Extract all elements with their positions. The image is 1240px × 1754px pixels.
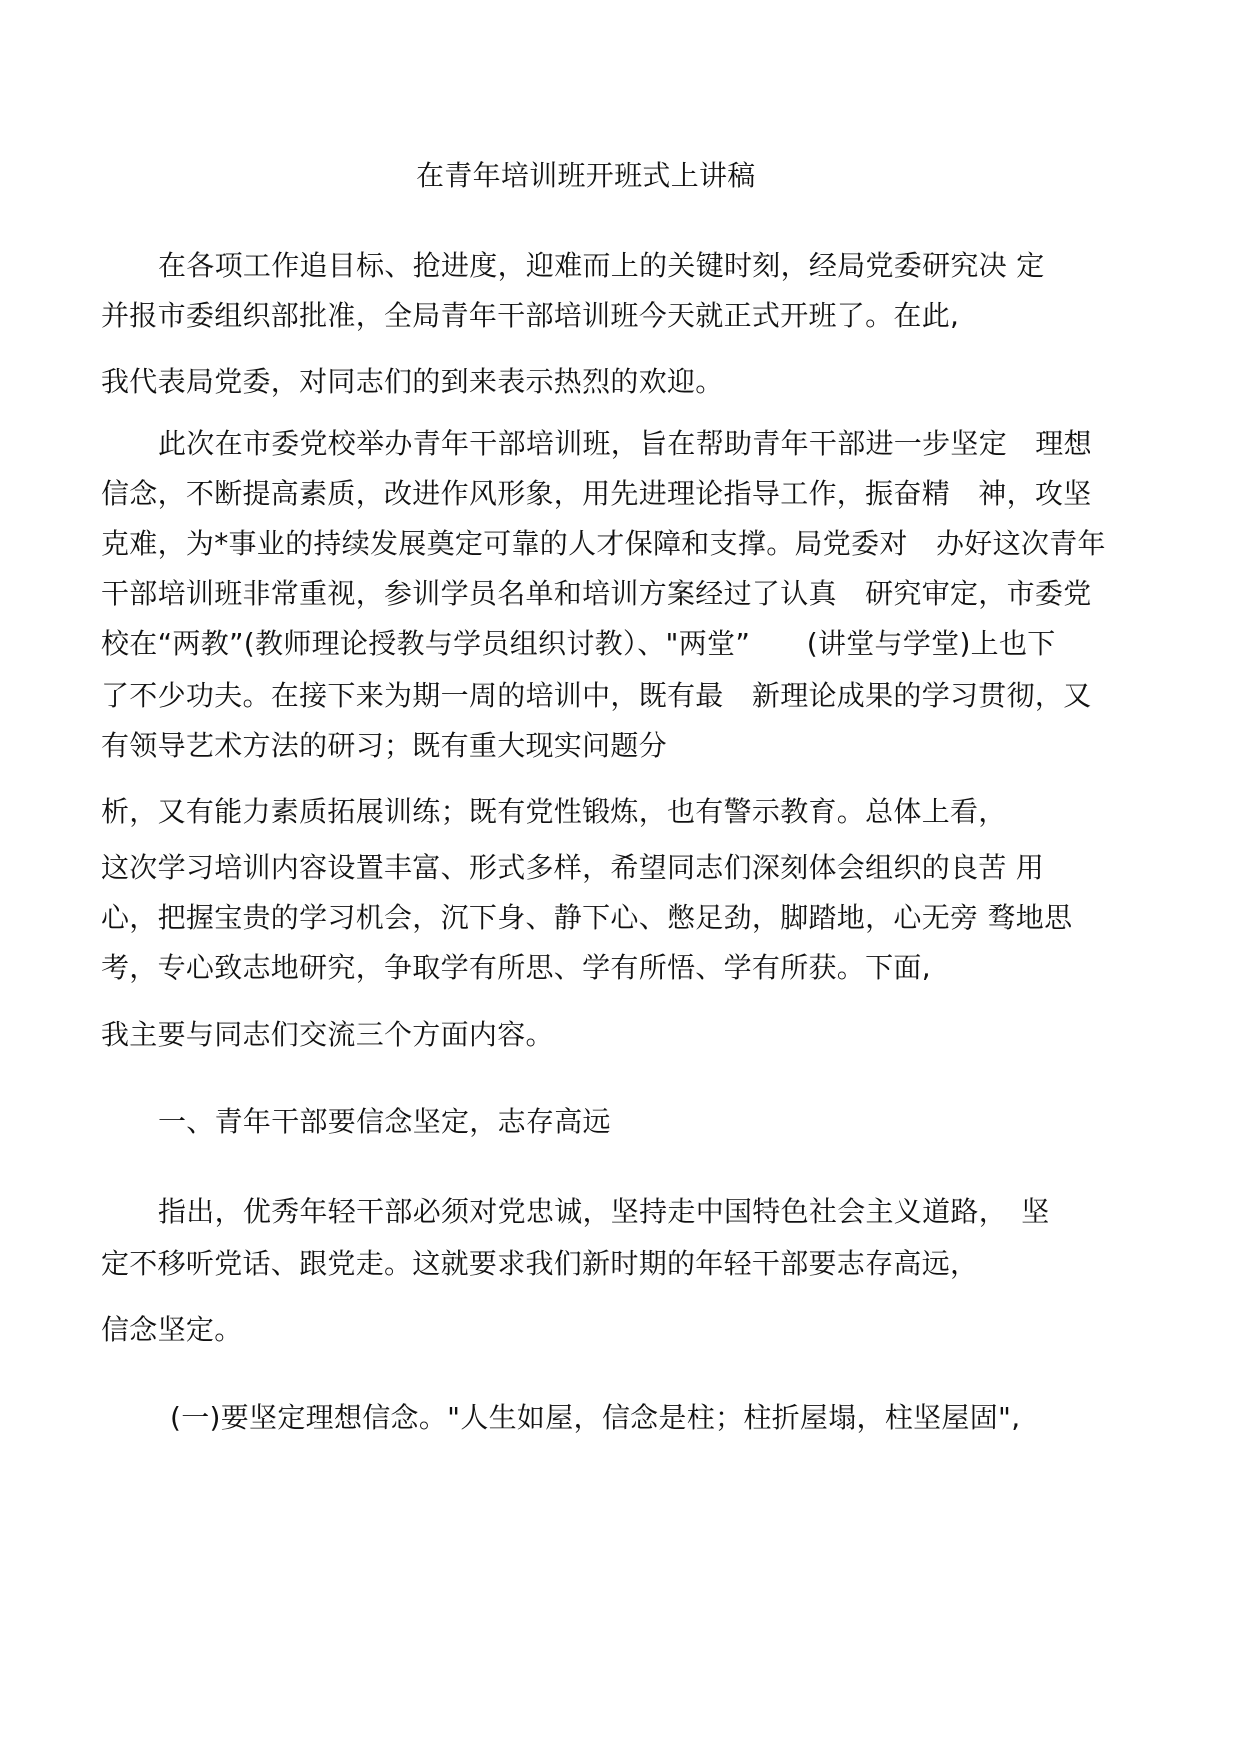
paragraph-line: 了不少功夫。在接下来为期一周的培训中，既有最 新理论成果的学习贯彻，又 <box>101 679 1092 712</box>
paragraph-line: 在各项工作追目标、抢进度，迎难而上的关键时刻，经局党委研究决 定 <box>158 249 1045 282</box>
paragraph-line: 并报市委组织部批准，全局青年干部培训班今天就正式开班了。在此, <box>101 299 960 332</box>
document-title: 在青年培训班开班式上讲稿 <box>416 159 756 192</box>
paragraph-line: 校在“两教”(教师理论授教与学员组织讨教）、"两堂” (讲堂与学堂)上也下 <box>101 627 1056 660</box>
paragraph-line: 定不移听党话、跟党走。这就要求我们新时期的年轻干部要志存高远， <box>101 1247 979 1280</box>
section-heading: 一、青年干部要信念坚定，志存高远 <box>158 1105 611 1138</box>
paragraph-line: 指出，优秀年轻干部必须对党忠诚，坚持走中国特色社会主义道路， 坚 <box>158 1195 1050 1228</box>
paragraph-line: 析，又有能力素质拓展训练；既有党性锻炼，也有警示教育。总体上看， <box>101 795 1007 828</box>
paragraph-line: 克难，为*事业的持续发展奠定可靠的人才保障和支撑。局党委对 办好这次青年 <box>101 527 1106 560</box>
paragraph-line: 信念，不断提高素质，改进作风形象，用先进理论指导工作，振奋精 神，攻坚 <box>101 477 1092 510</box>
paragraph-line: 心，把握宝贵的学习机会，沉下身、静下心、憋足劲，脚踏地，心无旁 骛地思 <box>101 901 1073 934</box>
paragraph-line: 我代表局党委，对同志们的到来表示热烈的欢迎。 <box>101 365 724 398</box>
paragraph-line: 此次在市委党校举办青年干部培训班，旨在帮助青年干部进一步坚定 理想 <box>158 427 1092 460</box>
subsection-heading: (一)要坚定理想信念。"人生如屋，信念是柱；柱折屋塌，柱坚屋固", <box>170 1401 1021 1434</box>
paragraph-line: 干部培训班非常重视，参训学员名单和培训方案经过了认真 研究审定，市委党 <box>101 577 1092 610</box>
paragraph-line: 我主要与同志们交流三个方面内容。 <box>101 1018 554 1051</box>
paragraph-line: 有领导艺术方法的研习；既有重大现实问题分 <box>101 729 668 762</box>
paragraph-line: 考，专心致志地研究，争取学有所思、学有所悟、学有所获。下面, <box>101 951 931 984</box>
paragraph-line: 这次学习培训内容设置丰富、形式多样，希望同志们深刻体会组织的良苦 用 <box>101 851 1045 884</box>
paragraph-line: 信念坚定。 <box>101 1313 243 1346</box>
